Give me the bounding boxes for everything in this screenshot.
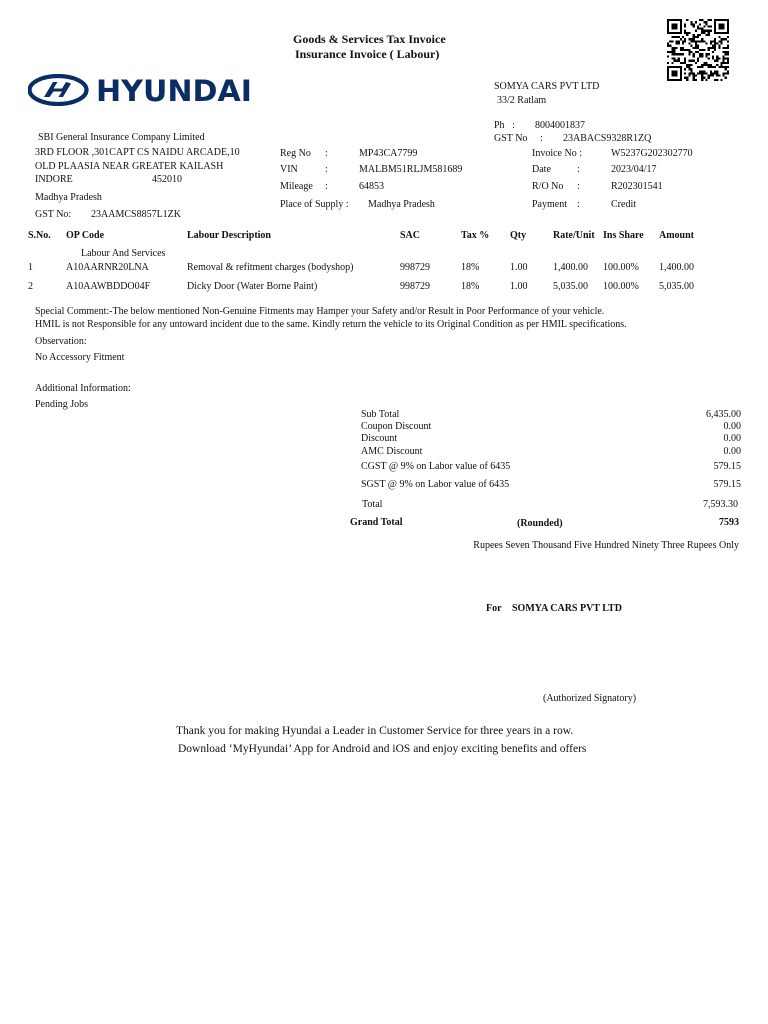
additional-info-label: Additional Information: [35,383,131,394]
th-qty: Qty [510,230,527,241]
dealer-gst-label: GST No : [494,133,543,144]
table-section-label: Labour And Services [81,248,166,259]
observation-value: No Accessory Fitment [35,352,125,363]
customer-name: SBI General Insurance Company Limited [38,132,205,143]
row-ins-share: 100.00% [603,281,639,292]
colon: : [577,199,580,210]
dealer-ph-label: Ph [494,120,505,131]
colon: : [325,164,328,175]
row-sno: 1 [28,262,33,273]
coupon-discount-label: Coupon Discount [361,421,432,432]
vin-value: MALBM51RLJM581689 [359,164,463,175]
mileage-label: Mileage [280,181,313,192]
sgst-value: 579.15 [713,479,741,490]
amc-discount-value: 0.00 [723,446,741,457]
th-sac: SAC [400,230,421,241]
subtotal-label: Sub Total [361,409,400,420]
row-tax: 18% [461,262,480,273]
reg-label: Reg No [280,148,311,159]
customer-address-2: OLD PLAASIA NEAR GREATER KAILASH [35,161,224,172]
dealer-address: 33/2 Ratlam [497,95,547,106]
row-op-code: A10AARNR20LNA [66,262,149,273]
coupon-discount-value: 0.00 [723,421,741,432]
row-ins-share: 100.00% [603,262,639,273]
row-description: Dicky Door (Water Borne Paint) [187,281,318,292]
total-label: Total [362,499,383,510]
place-of-supply-label: Place of Supply : [280,199,349,210]
dealer-gst: 23ABACS9328R1ZQ [563,133,652,144]
row-qty: 1.00 [510,281,528,292]
observation-label: Observation: [35,336,87,347]
th-rate: Rate/Unit [553,230,595,241]
reg-value: MP43CA7799 [359,148,418,159]
customer-address-1: 3RD FLOOR ,301CAPT CS NAIDU ARCADE,10 [35,147,240,158]
row-rate: 5,035.00 [553,281,588,292]
additional-info-value: Pending Jobs [35,399,89,410]
mileage-value: 64853 [359,181,384,192]
dealer-phone: 8004001837 [535,120,585,131]
row-amount: 1,400.00 [659,262,694,273]
th-description: Labour Description [187,230,271,241]
ro-label: R/O No [532,181,564,192]
row-amount: 5,035.00 [659,281,694,292]
for-company-name: SOMYA CARS PVT LTD [512,603,622,614]
customer-state: Madhya Pradesh [35,192,102,203]
footer-thank-you: Thank you for making Hyundai a Leader in Customer Service for three years in a row. [176,725,574,737]
invoice-subtitle: Insurance Invoice ( Labour) [295,47,440,61]
row-sac: 998729 [400,281,430,292]
grand-total-value: 7593 [719,517,739,528]
svg-text:HYUNDAI: HYUNDAI [96,74,252,106]
payment-label: Payment [532,199,567,210]
th-sno: S.No. [28,230,51,241]
customer-gst: 23AAMCS8857L1ZK [91,209,182,220]
authorized-signatory: (Authorized Signatory) [543,693,637,704]
qr-code-icon [667,19,729,81]
date-label: Date [532,164,551,175]
th-ins-share: Ins Share [603,230,644,241]
colon: : [577,164,580,175]
special-comment-2: HMIL is not Responsible for any untoward incident due to the same. Kindly return the vehicle to its Original Condition as per HMIL specifications. [35,319,627,330]
invoice-no-value: W5237G202302770 [611,148,693,159]
amc-discount-label: AMC Discount [361,446,423,457]
th-amount: Amount [659,230,695,241]
footer-app-promo: Download ‘MyHyundai’ App for Android and iOS and enjoy exciting benefits and offers [178,743,587,755]
row-rate: 1,400.00 [553,262,588,273]
hyundai-logo [28,74,254,106]
th-tax: Tax % [461,230,490,241]
dealer-phone-label: Ph : [494,120,515,131]
place-of-supply-value: Madhya Pradesh [368,199,435,210]
dealer-name: SOMYA CARS PVT LTD [494,81,600,92]
date-value: 2023/04/17 [611,164,657,175]
ro-value: R202301541 [611,181,663,192]
row-qty: 1.00 [510,262,528,273]
cgst-value: 579.15 [713,461,741,472]
colon: : [577,181,580,192]
rounded-label: (Rounded) [517,518,563,529]
row-op-code: A10AAWBDDO04F [66,281,151,292]
amount-in-words: Rupees Seven Thousand Five Hundred Ninety Three Rupees Only [473,540,739,551]
subtotal-value: 6,435.00 [706,409,741,420]
customer-pin: 452010 [152,174,182,185]
cgst-label: CGST @ 9% on Labor value of 6435 [361,461,511,472]
sgst-label: SGST @ 9% on Labor value of 6435 [361,479,510,490]
row-description: Removal & refitment charges (bodyshop) [187,262,354,273]
customer-gst-label: GST No: [35,209,72,220]
total-value: 7,593.30 [703,499,738,510]
th-op-code: OP Code [66,230,105,241]
colon: : [325,148,328,159]
row-sno: 2 [28,281,33,292]
payment-value: Credit [611,199,636,210]
vin-label: VIN [280,164,298,175]
invoice-no-label: Invoice No : [532,148,582,159]
row-tax: 18% [461,281,480,292]
discount-value: 0.00 [723,433,741,444]
row-sac: 998729 [400,262,430,273]
customer-city: INDORE [35,174,73,185]
invoice-title: Goods & Services Tax Invoice [293,32,446,46]
for-label: For [486,603,502,614]
dealer-gst-label-text: GST No [494,133,528,144]
colon: : [325,181,328,192]
special-comment-1: Special Comment:-The below mentioned Non-Genuine Fitments may Hamper your Safety and/or Result in Poor Performance of your vehicle. [35,306,605,317]
discount-label: Discount [361,433,398,444]
grand-total-label: Grand Total [350,517,403,528]
